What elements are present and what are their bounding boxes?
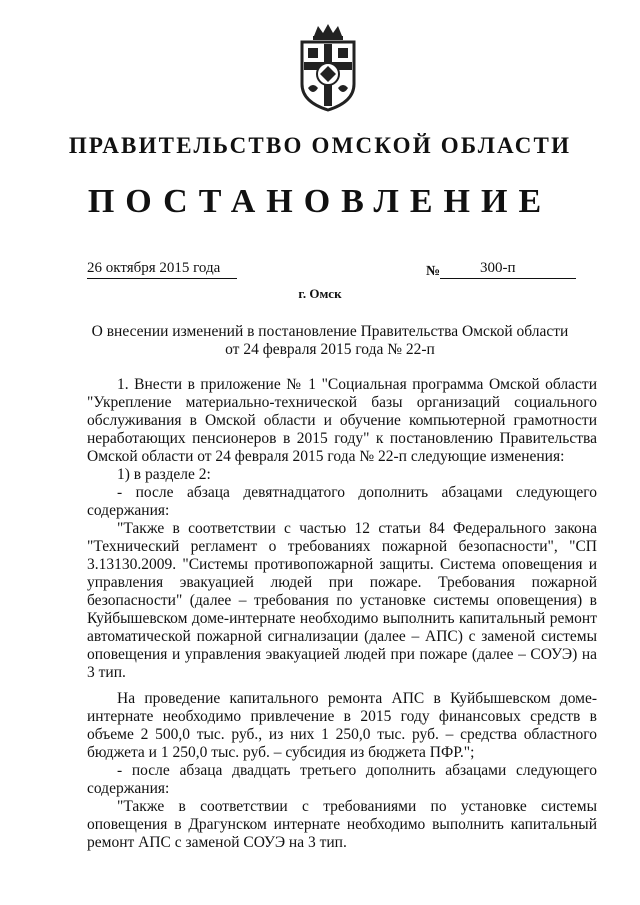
document-number-label: № [426,264,441,279]
body-paragraph: - после абзаца двадцать третьего дополнить абзацами следующего содержания: [87,762,597,797]
document-subject [60,323,600,359]
coat-of-arms-emblem [296,22,360,114]
body-paragraph: 1. Внести в приложение № 1 "Социальная программа Омской области "Укрепление материально-технической базы организаций социального обслуживания в Омской области и обучение компьютерной грамотности неработающих пенсионеров в 2015 году" к постановлению Правительства Омской области от 24 февраля 2015 года № 22-п следующие изменения: [87,376,597,465]
document-number: 300-п [440,260,576,279]
document-date: 26 октября 2015 года [87,260,237,279]
document-body [87,376,597,852]
subject-line-1: О внесении изменений в постановление Правительства Омской области [91,323,569,340]
body-paragraph: "Также в соответствии с требованиями по установке системы оповещения в Драгунском интернате необходимо выполнить капитальный ремонт АПС с заменой СОУЭ на 3 тип. [87,798,597,851]
body-paragraph: На проведение капитального ремонта АПС в Куйбышевском доме-интернате необходимо привлечение в 2015 году финансовых средств в объеме 2 500,0 тыс. руб., из них 1 250,0 тыс. руб. – средства областного бюджета и 1 250,0 тыс. руб. – субсидия из бюджета ПФР."; [87,690,597,761]
body-paragraph: "Также в соответствии с частью 12 статьи 84 Федерального закона "Технический регламент о требованиях пожарной безопасности", "СП 3.13130.2009. "Системы противопожарной защиты. Система оповещения и управления эвакуацией людей при пожаре. Требования пожарной безопасности" (далее – требования по установке системы оповещения) в Куйбышевском доме-интернате необходимо выполнить капитальный ремонт автоматической пожарной сигнализации (далее – АПС) с заменой системы оповещения и управления эвакуацией людей при пожаре (далее – СОУЭ) на 3 тип. [87,520,597,681]
body-paragraph: 1) в разделе 2: [117,466,211,483]
subject-line-2: от 24 февраля 2015 года № 22-п [225,341,435,358]
body-paragraph: - после абзаца девятнадцатого дополнить абзацами следующего содержания: [87,484,597,519]
document-type-title: ПОСТАНОВЛЕНИЕ [87,183,553,220]
organization-title: ПРАВИТЕЛЬСТВО ОМСКОЙ ОБЛАСТИ [68,133,572,158]
document-city: г. Омск [298,286,342,301]
